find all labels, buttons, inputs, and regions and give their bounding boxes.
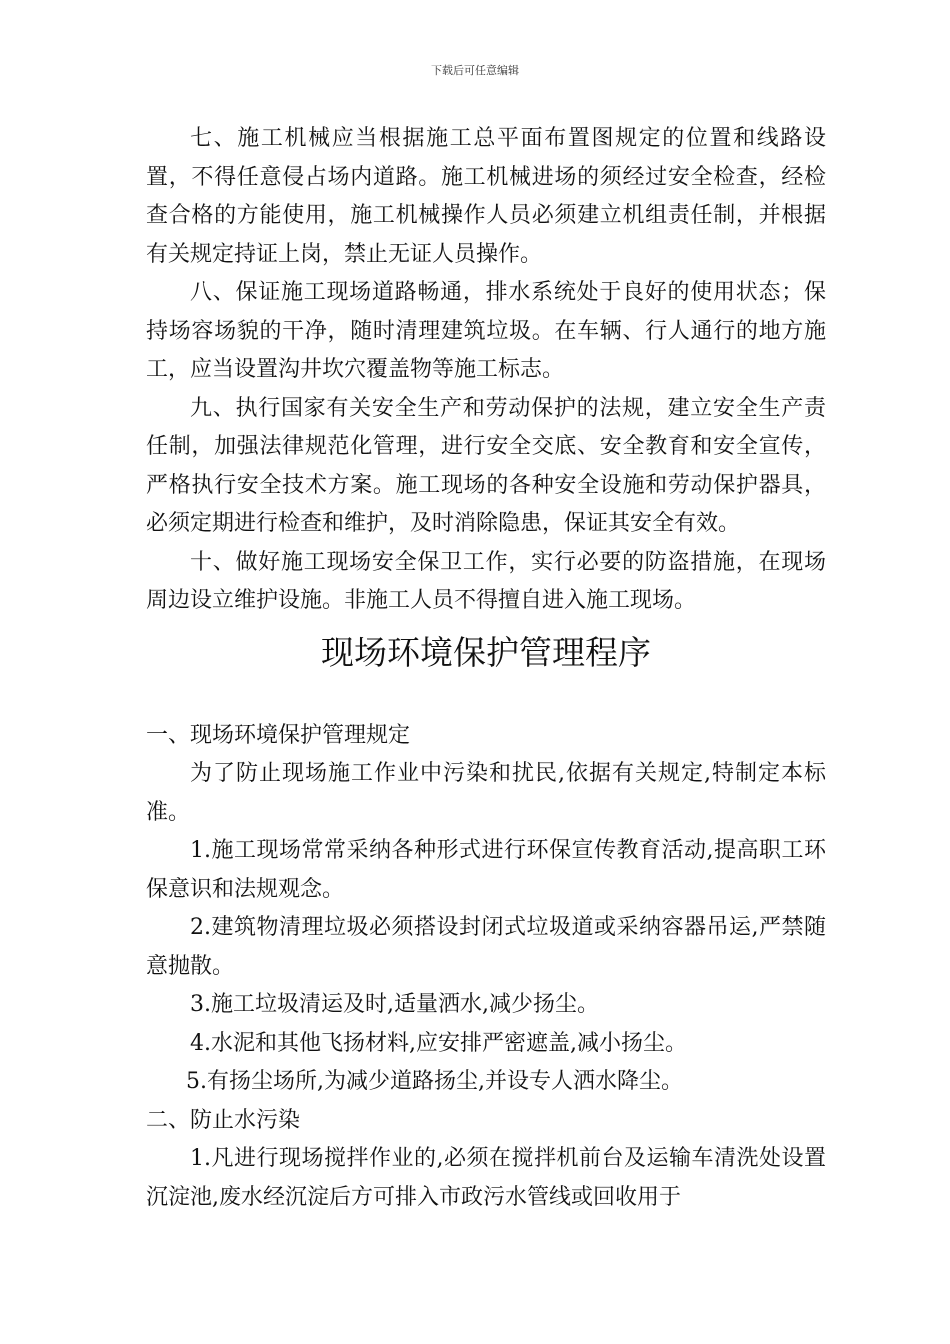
list-item: 1.凡进行现场搅拌作业的,必须在搅拌机前台及运输车清洗处设置沉淀池,废水经沉淀后方可排入市政污水管线或回收用于 [146, 1146, 826, 1210]
list-item: 1.施工现场常常采纳各种形式进行环保宣传教育活动,提高职工环保意识和法规观念。 [146, 838, 826, 902]
list-item: 4.水泥和其他飞扬材料,应安排严密遮盖,减小扬尘。 [190, 1030, 687, 1056]
list-item: 3.施工垃圾清运及时,适量洒水,减少扬尘。 [190, 992, 599, 1017]
paragraph-9: 九、执行国家有关安全生产和劳动保护的法规，建立安全生产责任制，加强法律规范化管理，进行安全交底、安全教育和安全宣传，严格执行安全技术方案。施工现场的各种安全设施和劳动保护器具，必须定期进行检查和维护，及时消除隐患，保证其安全有效。 [146, 395, 826, 536]
section-title: 现场环境保护管理程序 [321, 632, 651, 672]
list-item: 5.有扬尘场所,为减少道路扬尘,并设专人洒水降尘。 [186, 1069, 683, 1094]
section-heading-2: 二、防止水污染 [146, 1107, 301, 1133]
list-item: 2.建筑物清理垃圾必须搭设封闭式垃圾道或采纳容器吊运,严禁随意抛散。 [146, 915, 826, 979]
paragraph-10: 十、做好施工现场安全保卫工作，实行必要的防盗措施，在现场周边设立维护设施。非施工人员不得擅自进入施工现场。 [146, 549, 826, 613]
page-header-note: 下载后可任意编辑 [431, 64, 519, 77]
intro-paragraph: 为了防止现场施工作业中污染和扰民,依据有关规定,特制定本标准。 [146, 761, 826, 825]
paragraph-7: 七、施工机械应当根据施工总平面布置图规定的位置和线路设置，不得任意侵占场内道路。施工机械进场的须经过安全检查，经检查合格的方能使用，施工机械操作人员必须建立机组责任制，并根据有关规定持证上岗，禁止无证人员操作。 [146, 126, 826, 267]
section-heading-1: 一、现场环境保护管理规定 [146, 722, 411, 748]
paragraph-8: 八、保证施工现场道路畅通，排水系统处于良好的使用状态；保持场容场貌的干净，随时清理建筑垃圾。在车辆、行人通行的地方施工，应当设置沟井坎穴覆盖物等施工标志。 [146, 280, 826, 382]
document-body [146, 120, 826, 1217]
